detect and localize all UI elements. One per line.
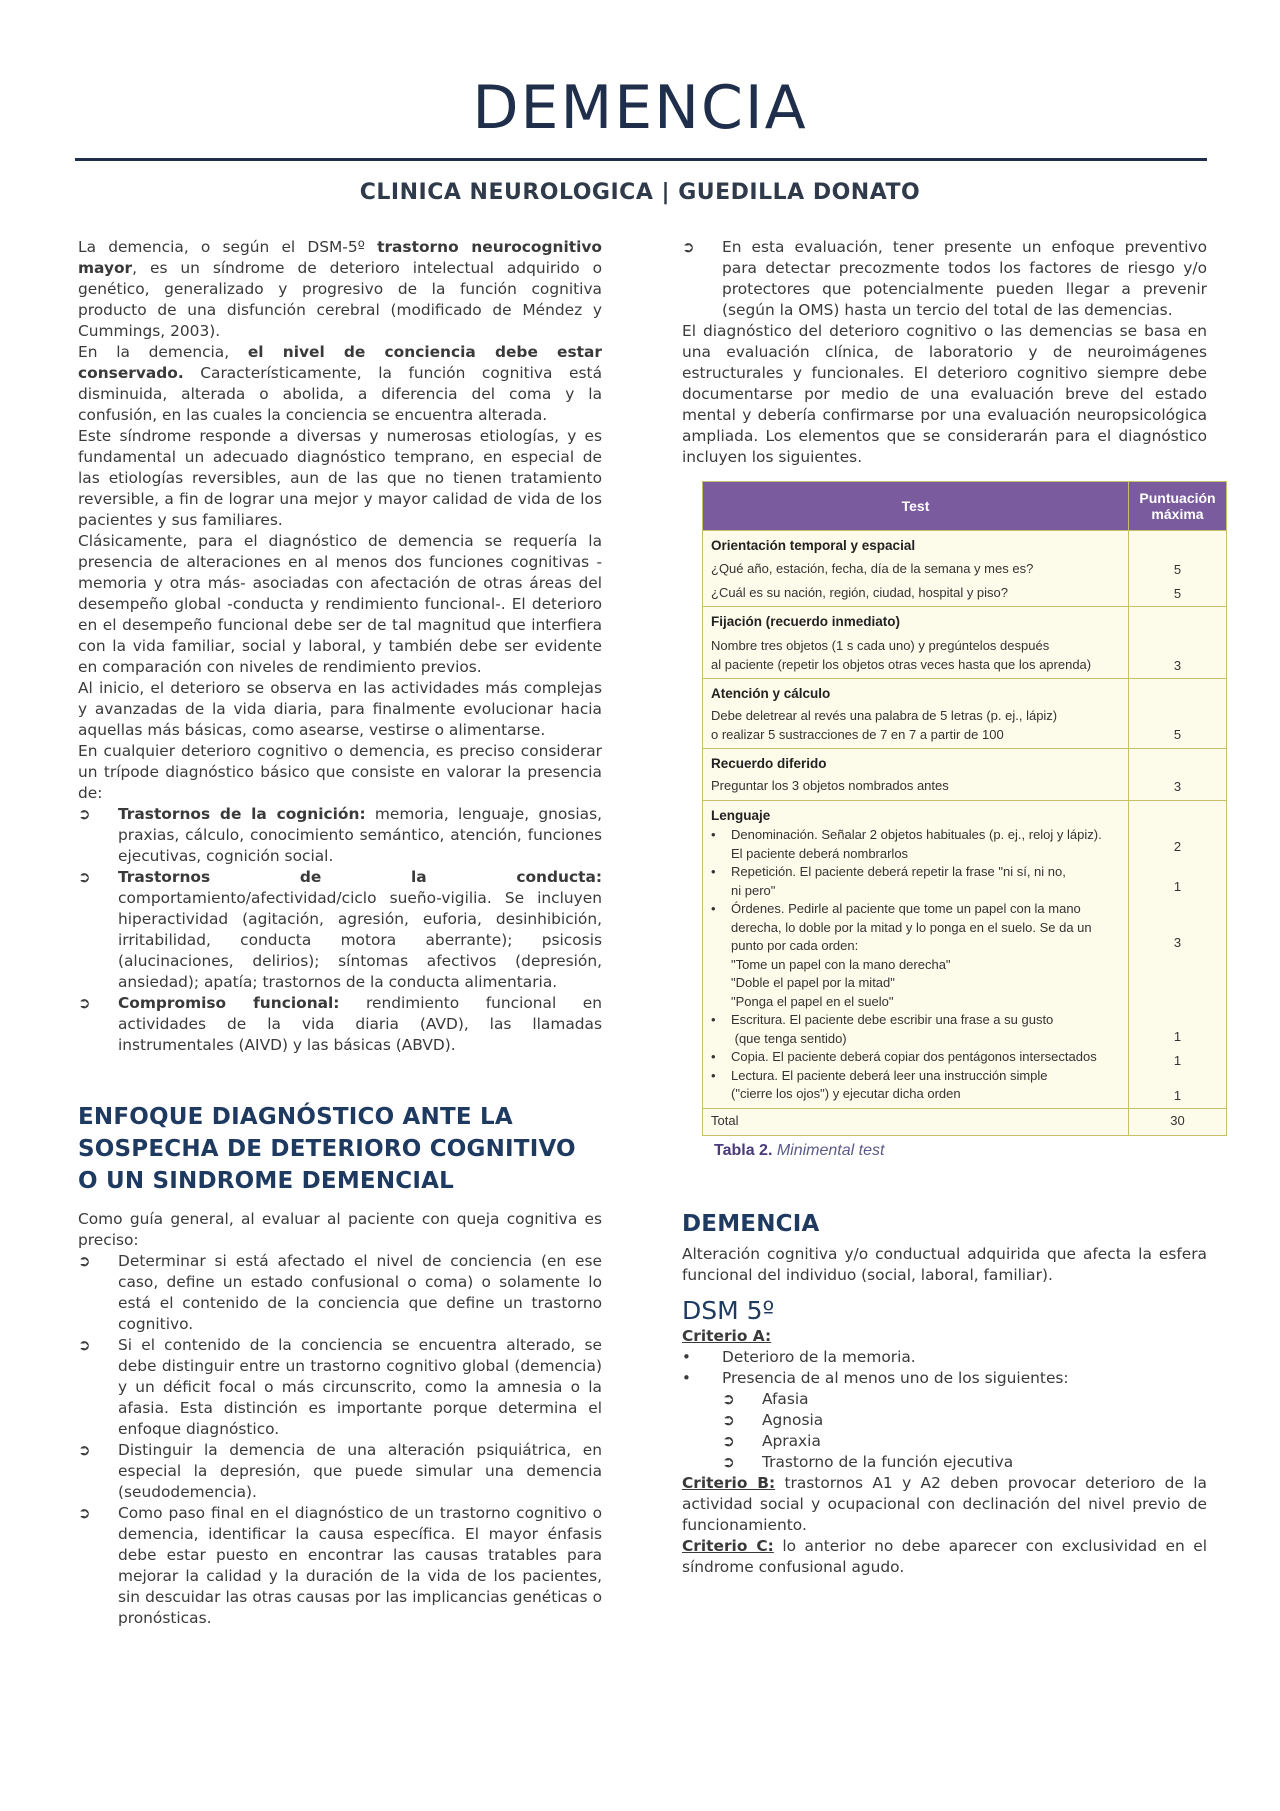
arrow-bullet-icon: ➲ [682,238,695,256]
table-row-attention: Atención y cálculo Debe deletrear al revés una palabra de 5 letras (p. ej., lápiz) o realizar 5 sustracciones de 7 en 7 a partir de 100 5 [703,679,1227,749]
arrow-bullet-icon: ➲ [722,1452,735,1471]
table-caption: Tabla 2. Minimental test [714,1141,885,1159]
page-subtitle: CLINICA NEUROLOGICA | GUEDILLA DONATO [359,180,921,205]
guide-intro: Como guía general, al evaluar al paciente con queja cognitiva es preciso: [78,1210,602,1249]
tripod-intro: En cualquier deterioro cognitivo o demencia, es preciso considerar un trípode diagnóstico básico que consiste en valorar la presencia de: [78,742,602,802]
title-divider [75,158,1207,161]
criterion-c: Criterio C: lo anterior no debe aparecer con exclusividad en el síndrome confusional agudo. [682,1536,1207,1576]
criterion-a-subitem: ➲ Afasia [722,1389,809,1408]
criterion-a-subitem: ➲ Trastorno de la función ejecutiva [722,1452,1014,1471]
arrow-bullet-icon: ➲ [722,1431,735,1450]
arrow-bullet-icon: ➲ [78,805,91,823]
right-column [682,237,1216,1578]
criterion-a-subitem: ➲ Apraxia [722,1431,821,1450]
tripod-item-functional: ➲ Compromiso funcional: rendimiento funcional en actividades de la vida diaria (AVD), las llamadas instrumentales (AIVD) y las básicas (ABVD). [78,994,602,1054]
arrow-bullet-icon: ➲ [78,994,91,1012]
classic-diagnosis-paragraph: Clásicamente, para el diagnóstico de demencia se requería la presencia de alteraciones en al menos dos funciones cognitivas -memoria y otra más- asociadas con afectación de otras áreas del desempeño global -conducta y rendimiento funcional-. El deterioro en el desempeño funcional debe ser de tal magnitud que interfiera con la vida familiar, social y laboral, y también debe ser evidente en comparación con niveles de rendimiento previos. [78,532,602,676]
arrow-bullet-icon: ➲ [78,868,91,886]
arrow-bullet-icon: ➲ [78,1336,91,1354]
table-row-orientation: Orientación temporal y espacial ¿Qué año, estación, fecha, día de la semana y mes es? ¿Cuál es su nación, región, ciudad, hospital y piso? 5 5 [703,531,1227,607]
etiology-paragraph: Este síndrome responde a diversas y numerosas etiologías, y es fundamental un adecuado diagnóstico temprano, en especial de las etiologías reversibles, aun de las que no tienen tratamiento reversible, a fin de lograr una mejor y mayor calidad de vida de los pacientes y sus familiares. [78,427,602,529]
guide-item: ➲ Determinar si está afectado el nivel de conciencia (en ese caso, define un estado confusional o coma) o solamente lo está el contenido de la conciencia que define un trastorno cognitivo. [78,1252,602,1333]
table-row-recall: Recuerdo diferido Preguntar los 3 objetos nombrados antes 3 [703,749,1227,801]
arrow-bullet-icon: ➲ [78,1441,91,1459]
criterion-a-subitem: ➲ Agnosia [722,1410,824,1429]
column-header-score: Puntuación máxima [1129,482,1227,531]
criterion-a-item: • Deterioro de la memoria. [682,1347,916,1366]
guide-item: ➲ Si el contenido de la conciencia se encuentra alterado, se debe distinguir entre un trastorno cognitivo global (demencia) y un déficit focal o más circunscrito, como la amnesia o la afasia. Esta distinción es importante porque determina el enfoque diagnóstico. [78,1336,602,1438]
arrow-bullet-icon: ➲ [722,1389,735,1408]
arrow-bullet-icon: ➲ [78,1504,91,1522]
criterion-b: Criterio B: trastornos A1 y A2 deben provocar deterioro de la actividad social y ocupacional con declinación del nivel previo de funcionamiento. [682,1473,1207,1534]
arrow-bullet-icon: ➲ [78,1252,91,1270]
diagnosis-paragraph: El diagnóstico del deterioro cognitivo o las demencias se basa en una evaluación clínica, de laboratorio y de neuroimágenes estructurales y funcionales. El deterioro cognitivo siempre debe documentarse por medio de una evaluación breve del estado mental y debería confirmarse por una evaluación neuropsicológica ampliada. Los elementos que se considerarán para el diagnóstico incluyen los siguientes. [682,322,1207,466]
criterion-a-item: • Presencia de al menos uno de los siguientes: [682,1368,1069,1387]
minimental-test-table [702,481,1227,1136]
tripod-item-cognition: ➲ Trastornos de la cognición: memoria, lenguaje, gnosias, praxias, cálculo, conocimiento semántico, atención, funciones ejecutivas, cognición social. [78,805,602,865]
criterion-a-label: Criterio A: [682,1326,772,1345]
section-heading-diagnostic-approach: ENFOQUE DIAGNÓSTICO ANTE LA SOSPECHA DE DETERIORO COGNITIVO O UN SINDROME DEMENCIAL [78,1104,576,1194]
dot-bullet-icon: • [682,1368,691,1387]
guide-item: ➲ Como paso final en el diagnóstico de un trastorno cognitivo o demencia, identificar la causa específica. El mayor énfasis debe estar puesto en encontrar las causas tratables para mejorar la calidad y la duración de la vida de los pacientes, sin descuidar las otras causas por las implicancias genéticas o pronósticas. [78,1504,602,1627]
intro-paragraph: La demencia, o según el DSM-5º trastorno neurocognitivo mayor, es un síndrome de deterioro intelectual adquirido o genético, generalizado y progresivo de la función cognitiva producto de una disfunción cerebral (modificado de Méndez y Cummings, 2003). [78,238,602,340]
onset-paragraph: Al inicio, el deterioro se observa en las actividades más complejas y avanzadas de la vida diaria, para finalmente evolucionar hacia aquellas más básicas, como asearse, vestirse o alimentarse. [78,679,602,739]
table-row-total: Total 30 [703,1108,1227,1135]
left-column [78,237,602,1629]
dsm5-heading: DSM 5º [682,1295,775,1325]
table-row-language: Lenguaje • Denominación. Señalar 2 objetos habituales (p. ej., reloj y lápiz). El paciente deberá nombrarlos • Repetición. El paciente deberá repetir la frase "ni sí, ni no, ni pero" • Órdenes. Pedirle al paciente que tome un papel con la mano derecha, lo doble por la mitad y lo ponga en el suelo. Se da un punto por cada orden: "Tome un papel con la mano derecha" "Doble el papel por la mitad" "Ponga el papel en el suelo" • Escritura. El paciente debe escribir una frase a su gusto (que tenga sentido) • Copia. El paciente deberá copiar dos pentágonos intersectados • Lectura. El paciente deberá leer una instrucción simple ("cierre los ojos") y ejecutar dicha orden 2 1 3 1 1 1 [703,801,1227,1109]
table-header-row [703,482,1227,531]
tripod-item-behavior: ➲ Trastornos de la conducta: comportamiento/afectividad/ciclo sueño-vigilia. Se incluyen hiperactividad (agitación, agresión, euforia, desinhibición, irritabilidad, conducta motora aberrante); psicosis (alucinaciones, delirios); síntomas afectivos (depresión, ansiedad); apatía; trastornos de la conducta alimentaria. [78,868,602,991]
consciousness-paragraph: En la demencia, el nivel de conciencia debe estar conservado. Característicamente, la función cognitiva está disminuida, alterada o abolida, a diferencia del coma y la confusión, en las cuales la conciencia se encuentra alterada. [78,343,602,424]
arrow-bullet-icon: ➲ [722,1410,735,1429]
dot-bullet-icon: • [682,1347,691,1366]
dementia-definition: Alteración cognitiva y/o conductual adquirida que afecta la esfera funcional del individuo (social, laboral, familiar). [682,1244,1207,1284]
guide-item: ➲ Distinguir la demencia de una alteración psiquiátrica, en especial la depresión, que puede simular una demencia (seudodemencia). [78,1441,602,1501]
section-heading-dementia: DEMENCIA [682,1210,820,1237]
page-title: DEMENCIA [472,73,808,143]
table-row-fixation: Fijación (recuerdo inmediato) Nombre tres objetos (1 s cada uno) y pregúntelos después al paciente (repetir los objetos otras veces hasta que los aprenda) 3 [703,607,1227,679]
column-header-test: Test [703,482,1129,531]
prevention-bullet: ➲ En esta evaluación, tener presente un enfoque preventivo para detectar precozmente todos los factores de riesgo y/o protectores que potencialmente pueden llegar a prevenir (según la OMS) hasta un tercio del total de las demencias. [682,238,1207,319]
